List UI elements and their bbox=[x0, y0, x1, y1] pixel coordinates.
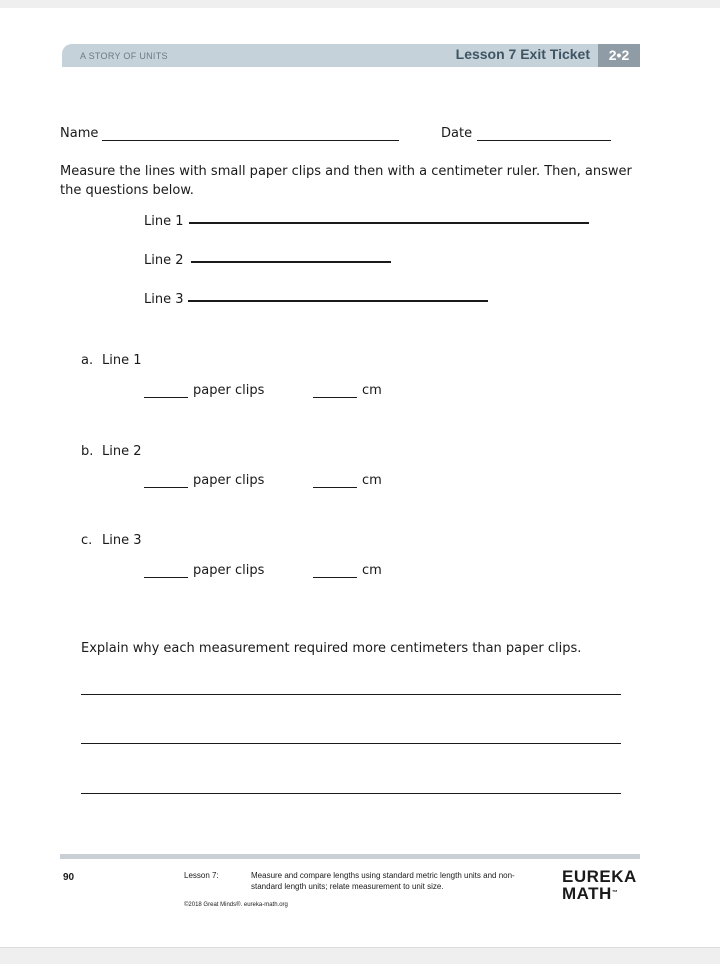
footer-rule bbox=[60, 854, 640, 859]
eureka-math-logo bbox=[562, 868, 637, 902]
date-field[interactable] bbox=[477, 140, 611, 141]
grade-badge: 2•2 bbox=[598, 44, 640, 67]
page-bottom-edge bbox=[0, 947, 720, 964]
line-3-segment bbox=[188, 300, 488, 302]
question-a-cm-unit: cm bbox=[362, 383, 382, 398]
question-c-label: Line 3 bbox=[102, 533, 142, 548]
question-b-label: Line 2 bbox=[102, 444, 142, 459]
question-a-cm-blank[interactable] bbox=[313, 397, 357, 398]
question-a-paperclip-blank[interactable] bbox=[144, 397, 188, 398]
line-3-label: Line 3 bbox=[144, 292, 184, 307]
answer-line-2[interactable] bbox=[81, 743, 621, 744]
footer-lesson: Lesson 7: bbox=[184, 871, 219, 880]
explain-prompt: Explain why each measurement required more centimeters than paper clips. bbox=[81, 641, 582, 656]
question-c-cm-blank[interactable] bbox=[313, 577, 357, 578]
question-b-paperclip-unit: paper clips bbox=[193, 473, 265, 488]
answer-line-1[interactable] bbox=[81, 694, 621, 695]
question-b-cm-unit: cm bbox=[362, 473, 382, 488]
question-c-paperclip-unit: paper clips bbox=[193, 563, 265, 578]
question-b-paperclip-blank[interactable] bbox=[144, 487, 188, 488]
question-c-letter: c. bbox=[81, 533, 93, 548]
question-a-label: Line 1 bbox=[102, 353, 142, 368]
footer-description: Measure and compare lengths using standard metric length units and non-standard length units; relate measurement to unit size. bbox=[251, 871, 515, 891]
line-1-label: Line 1 bbox=[144, 214, 184, 229]
instructions: Measure the lines with small paper clips and then with a centimeter ruler. Then, answer the questions below. bbox=[60, 164, 632, 198]
question-c-paperclip-blank[interactable] bbox=[144, 577, 188, 578]
answer-line-3[interactable] bbox=[81, 793, 621, 794]
line-2-segment bbox=[191, 261, 391, 263]
copyright: ©2018 Great Minds®. eureka-math.org bbox=[184, 902, 288, 908]
page-number: 90 bbox=[63, 872, 75, 883]
name-field[interactable] bbox=[102, 140, 399, 141]
logo-trademark: ™ bbox=[611, 890, 618, 896]
line-1-segment bbox=[189, 222, 589, 224]
logo-line-2-text: MATH bbox=[562, 884, 612, 903]
line-2-label: Line 2 bbox=[144, 253, 184, 268]
date-label: Date bbox=[441, 126, 473, 141]
logo-line-2 bbox=[562, 885, 637, 902]
logo-line-1: EUREKA bbox=[562, 867, 637, 886]
story-label: A STORY OF UNITS bbox=[80, 51, 168, 61]
question-b-letter: b. bbox=[81, 444, 94, 459]
lesson-title: Lesson 7 Exit Ticket bbox=[455, 46, 590, 62]
question-a-letter: a. bbox=[81, 353, 94, 368]
question-a-paperclip-unit: paper clips bbox=[193, 383, 265, 398]
question-c-cm-unit: cm bbox=[362, 563, 382, 578]
question-b-cm-blank[interactable] bbox=[313, 487, 357, 488]
name-label: Name bbox=[60, 126, 99, 141]
page-top-edge bbox=[0, 0, 720, 8]
